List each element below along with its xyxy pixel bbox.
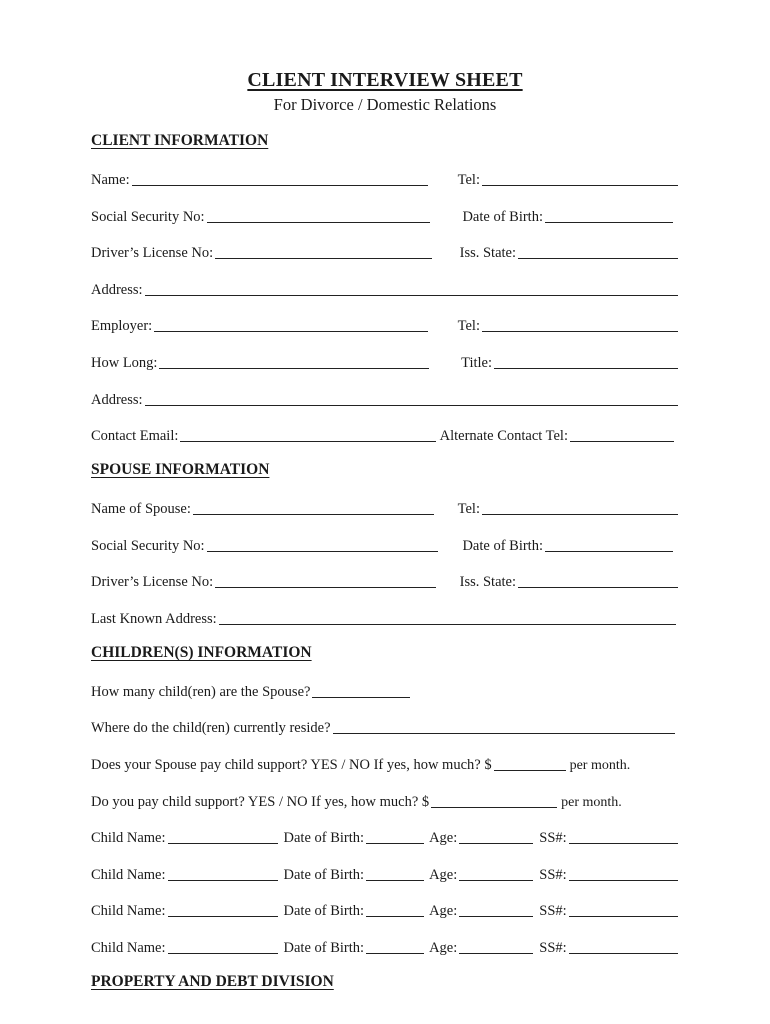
client-iss-state-label: Iss. State: (459, 245, 516, 261)
client-how-long-field[interactable] (159, 354, 429, 369)
client-ssn-field[interactable] (207, 208, 431, 223)
row-client-license (91, 240, 678, 262)
row-you-pay-support (91, 789, 678, 811)
row-client-employer (91, 313, 678, 335)
client-name-label: Name: (91, 172, 130, 188)
child-4-age-label: Age: (429, 940, 458, 956)
children-reside-label: Where do the child(ren) currently reside? (91, 720, 331, 736)
child-1-age-label: Age: (429, 830, 458, 846)
children-count-field[interactable] (312, 683, 410, 698)
spouse-pays-per-month-label: per month. (569, 758, 631, 773)
child-1-ss-label: SS#: (539, 830, 567, 846)
spouse-last-address-field[interactable] (219, 610, 676, 625)
child-2-name-field[interactable] (168, 866, 278, 881)
child-4-ss-label: SS#: (539, 940, 567, 956)
form-subtitle: For Divorce / Domestic Relations (273, 95, 497, 114)
row-child-4 (91, 935, 678, 957)
child-1-name-label: Child Name: (91, 830, 166, 846)
row-employer-address (91, 387, 678, 409)
you-pay-support-label: Do you pay child support? YES / NO If yes, how much? $ (91, 794, 430, 810)
children-reside-field[interactable] (333, 719, 675, 734)
spouse-name-field[interactable] (193, 500, 434, 515)
spouse-name-label: Name of Spouse: (91, 501, 191, 517)
client-email-label: Contact Email: (91, 428, 179, 444)
client-title-field[interactable] (494, 354, 678, 369)
spouse-tel-field[interactable] (482, 500, 678, 515)
row-client-how-long (91, 350, 678, 372)
child-3-age-field[interactable] (459, 902, 533, 917)
client-license-field[interactable] (215, 244, 431, 259)
row-spouse-name (91, 496, 678, 518)
section-heading-client: CLIENT INFORMATION (91, 132, 269, 149)
client-employer-label: Employer: (91, 318, 153, 334)
child-4-dob-label: Date of Birth: (283, 940, 365, 956)
child-4-dob-field[interactable] (366, 939, 424, 954)
section-heading-property: PROPERTY AND DEBT DIVISION (91, 973, 334, 990)
child-4-age-field[interactable] (459, 939, 533, 954)
client-iss-state-field[interactable] (518, 244, 678, 259)
spouse-pays-support-label: Does your Spouse pay child support? YES / NO If yes, how much? $ (91, 757, 492, 773)
row-children-reside (91, 715, 678, 737)
spouse-ssn-field[interactable] (207, 537, 439, 552)
child-2-age-label: Age: (429, 867, 458, 883)
row-client-contact (91, 423, 678, 445)
row-child-3 (91, 898, 678, 920)
row-spouse-pays-support (91, 752, 678, 774)
child-3-dob-field[interactable] (366, 902, 424, 917)
spouse-tel-label: Tel: (457, 501, 480, 517)
client-email-field[interactable] (180, 427, 435, 442)
child-1-ss-field[interactable] (569, 829, 678, 844)
row-children-count (91, 679, 678, 701)
client-tel-label: Tel: (457, 172, 480, 188)
spouse-iss-state-label: Iss. State: (459, 574, 516, 590)
row-client-address (91, 277, 678, 299)
client-tel-field[interactable] (482, 171, 678, 186)
client-address-label: Address: (91, 282, 143, 298)
child-2-ss-label: SS#: (539, 867, 567, 883)
spouse-pays-support-amount-field[interactable] (494, 756, 566, 771)
child-3-name-field[interactable] (168, 902, 278, 917)
spouse-iss-state-field[interactable] (518, 573, 678, 588)
client-license-label: Driver’s License No: (91, 245, 214, 261)
child-4-name-label: Child Name: (91, 940, 166, 956)
child-4-name-field[interactable] (168, 939, 278, 954)
child-2-ss-field[interactable] (569, 866, 678, 881)
client-how-long-label: How Long: (91, 355, 158, 371)
children-count-label: How many child(ren) are the Spouse? (91, 684, 311, 700)
child-2-dob-field[interactable] (366, 866, 424, 881)
section-heading-children: CHILDREN(S) INFORMATION (91, 644, 312, 661)
row-spouse-license (91, 569, 678, 591)
client-employer-tel-label: Tel: (457, 318, 480, 334)
client-employer-tel-field[interactable] (482, 317, 678, 332)
employer-address-field[interactable] (145, 391, 678, 406)
child-4-ss-field[interactable] (569, 939, 678, 954)
spouse-ssn-label: Social Security No: (91, 538, 205, 554)
client-name-field[interactable] (132, 171, 428, 186)
row-child-1 (91, 825, 678, 847)
you-pay-per-month-label: per month. (561, 795, 622, 810)
client-dob-field[interactable] (545, 208, 673, 223)
row-child-2 (91, 862, 678, 884)
client-dob-label: Date of Birth: (462, 209, 543, 225)
client-address-field[interactable] (145, 281, 678, 296)
client-employer-field[interactable] (154, 317, 427, 332)
spouse-dob-label: Date of Birth: (462, 538, 543, 554)
form-title: CLIENT INTERVIEW SHEET (247, 69, 523, 91)
row-spouse-ssn (91, 533, 678, 555)
child-2-dob-label: Date of Birth: (283, 867, 365, 883)
client-ssn-label: Social Security No: (91, 209, 205, 225)
row-client-ssn (91, 204, 678, 226)
you-pay-support-amount-field[interactable] (431, 793, 557, 808)
child-1-age-field[interactable] (459, 829, 533, 844)
child-1-dob-label: Date of Birth: (283, 830, 365, 846)
spouse-license-label: Driver’s License No: (91, 574, 214, 590)
row-client-name (91, 167, 678, 189)
child-1-dob-field[interactable] (366, 829, 424, 844)
child-3-name-label: Child Name: (91, 903, 166, 919)
child-1-name-field[interactable] (168, 829, 278, 844)
child-3-age-label: Age: (429, 903, 458, 919)
child-2-name-label: Child Name: (91, 867, 166, 883)
employer-address-label: Address: (91, 392, 143, 408)
child-2-age-field[interactable] (459, 866, 533, 881)
row-spouse-address (91, 606, 678, 628)
child-3-dob-label: Date of Birth: (283, 903, 365, 919)
child-3-ss-label: SS#: (539, 903, 567, 919)
client-title-label: Title: (461, 355, 492, 371)
spouse-last-address-label: Last Known Address: (91, 611, 217, 627)
spouse-dob-field[interactable] (545, 537, 673, 552)
child-3-ss-field[interactable] (569, 902, 678, 917)
client-alt-tel-label: Alternate Contact Tel: (439, 428, 568, 444)
client-alt-tel-field[interactable] (570, 427, 674, 442)
section-heading-spouse: SPOUSE INFORMATION (91, 461, 270, 478)
spouse-license-field[interactable] (215, 573, 435, 588)
